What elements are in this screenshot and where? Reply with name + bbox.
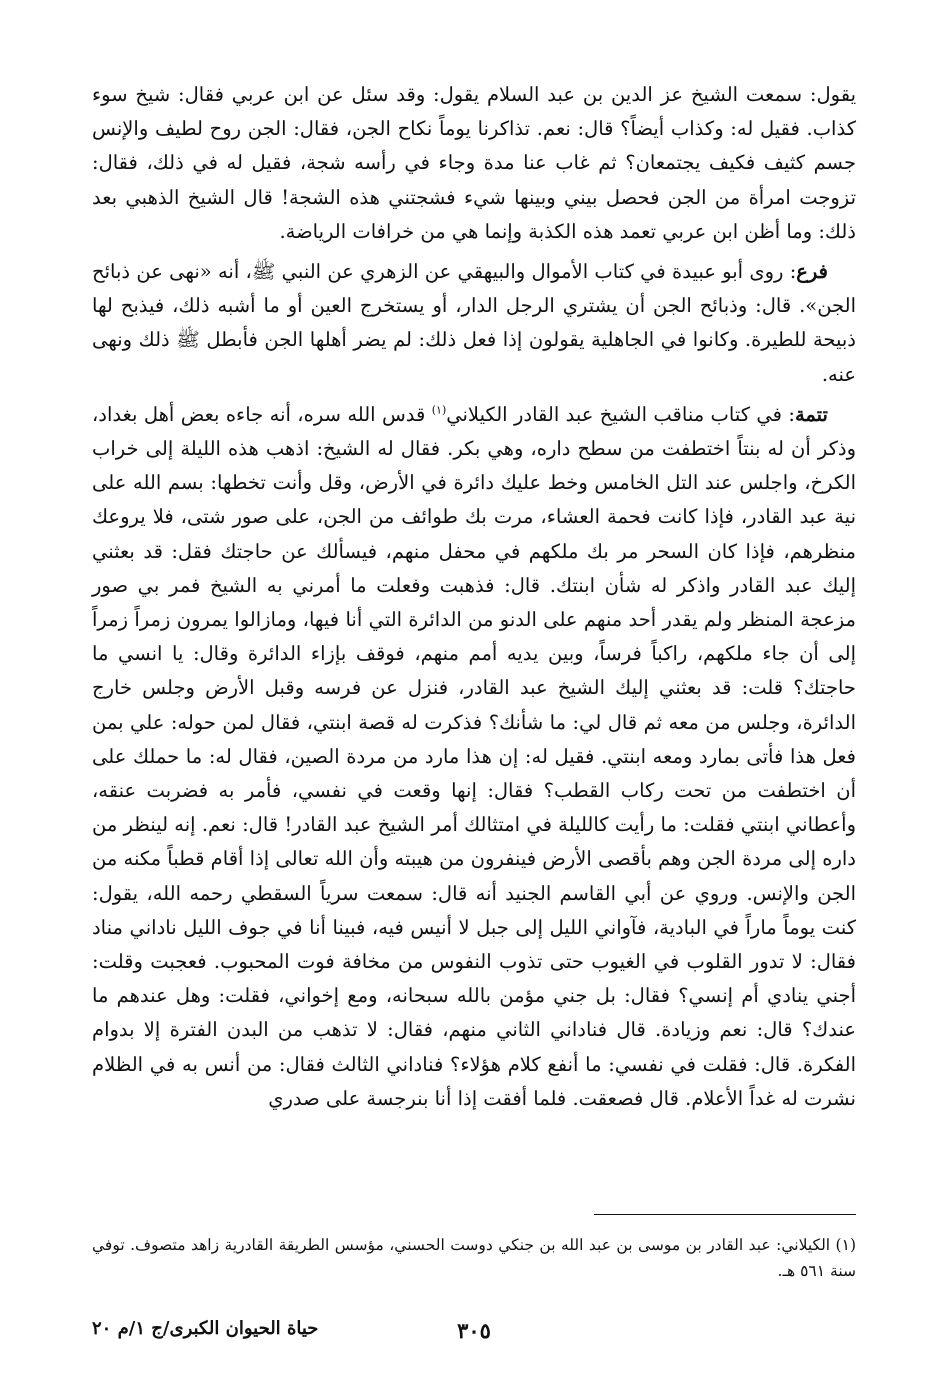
- paragraph-text: قدس الله سره، أنه جاءه بعض أهل بغداد، وذكر أن له بنتاً اختطفت من سطح داره، وهي بكر. فقال له الشيخ: اذهب هذه الليلة إلى خراب الكرخ، واجلس عند التل الخامس وخط عليك دائرة في الأرض، وقل وأنت تخطها: بسم الله على نية عبد القادر، فإذا كانت فحمة العشاء، مرت بك طوائف من الجن، على صور شتى، فلا يروعك منظرهم، فإذا كان السحر مر بك ملكهم في محفل منهم، فيسألك عن حاجتك فقل: قد بعثني إليك عبد القادر واذكر له شأن ابنتك. قال: فذهبت وفعلت ما أمرني به الشيخ فمر بي صور مزعجة المنظر ولم يقدر أحد منهم على الدنو من الدائرة التي أنا فيها، ومازالوا يمرون زمراً زمراً إلى أن جاء ملكهم، راكباً فرساً، وبين يديه أمم منهم، فوقف بإزاء الدائرة وقال: يا انسي ما حاجتك؟ قلت: قد بعثني إليك الشيخ عبد القادر، فنزل عن فرسه وقبل الأرض وجلس خارج الدائرة، وجلس من معه ثم قال لي: ما شأنك؟ فذكرت له قصة ابنتي، فقال لمن حوله: علي بمن فعل هذا فأتى بمارد ومعه ابنتي. فقيل له: إن هذا مارد من مردة الصين، فقال له: ما حملك على أن اختطفت من تحت ركاب القطب؟ فقال: إنها وقعت في نفسي، فأمر به فضربت عنقه، وأعطاني ابنتي فقلت: ما رأيت كالليلة في امتثالك أمر الشيخ عبد القادر! قال: نعم. إنه لينظر من داره إلى مردة الجن وهم بأقصى الأرض فينفرون من هيبته وأن الله تعالى إذا أقام قطباً مكنه من الجن والإنس. وروي عن أبي القاسم الجنيد أنه قال: سمعت سرياً السقطي رحمه الله، يقول: كنت يوماً ماراً في البادية، فآواني الليل إلى جبل لا أنيس فيه، فبينا أنا في جوف الليل ناداني مناد فقال: لا تدور القلوب في الغيوب حتى تذوب النفوس من مخافة فوت المحبوب. فعجبت وقلت: أجني ينادي أم إنسي؟ فقال: بل جني مؤمن بالله سبحانه، ومع إخواني، فقلت: وهل عندهم ما عندك؟ قال: نعم وزيادة. قال فناداني الثاني منهم، فقال: لا تذهب من البدن الفترة إلا بدوام الفكرة. قال: فقلت في نفسي: ما أنفع كلام هؤلاء؟ فناداني الثالث فقال: من أنس به في الظلام نشرت له غداً الأعلام. قال فصعقت. فلما أفقت إذا أنا بنرجسة على صدري: [92, 402, 856, 1110]
- paragraph-text: : روى أبو عبيدة في كتاب الأموال والبيهقي عن الزهري عن النبي ﷺ، أنه «نهى عن ذبائح الجن». قال: وذبائح الجن أن يشتري الرجل الدار، أو يستخرج العين أو ما أشبه ذلك، فيذبح لها ذبيحة للطيرة. وكانوا في الجاهلية يقولون إذا فعل ذلك: لم يضر أهلها الجن فأبطل ﷺ ذلك ونهى عنه.: [92, 260, 856, 386]
- paragraph-far: [92, 255, 856, 392]
- paragraph-text-start: : في كتاب مناقب الشيخ عبد القادر الكيلاني: [446, 402, 795, 426]
- footnote-divider: [594, 1214, 856, 1215]
- paragraph-text: يقول: سمعت الشيخ عز الدين بن عبد السلام يقول: وقد سئل عن ابن عربي فقال: شيخ سوء كذاب. فقيل له: وكذاب أيضاً؟ قال: نعم. تذاكرنا يوماً نكاح الجن، فقال: الجن روح لطيف والإنس جسم كثيف فكيف يجتمعان؟ ثم غاب عنا مدة وجاء في رأسه شجة، فقيل له في ذلك، فقال: تزوجت امرأة من الجن فحصل بيني وبينها شيء فشجتني هذه الشجة! قال الشيخ الذهبي بعد ذلك: وما أظن ابن عربي تعمد هذه الكذبة وإنما هي من خرافات الرياضة.: [92, 83, 856, 243]
- section-lead: تتمة: [794, 402, 828, 426]
- page-number: ٣٠٥: [457, 1318, 491, 1343]
- paragraph-ibn-arabi: [92, 78, 856, 249]
- page-footer: [92, 1318, 856, 1348]
- footnote-reference[interactable]: (١): [431, 403, 447, 417]
- footnote: (١) الكيلاني: عبد القادر بن موسى بن عبد الله بن جنكي دوست الحسني، مؤسس الطريقة القادرية زاهد متصوف. توفي سنة ٥٦١ هـ.: [92, 1236, 856, 1280]
- book-reference: حياة الحيوان الكبرى/ج ١/م ٢٠: [92, 1318, 319, 1339]
- paragraph-tatimma: [92, 398, 856, 1116]
- section-lead: فرع: [796, 260, 828, 284]
